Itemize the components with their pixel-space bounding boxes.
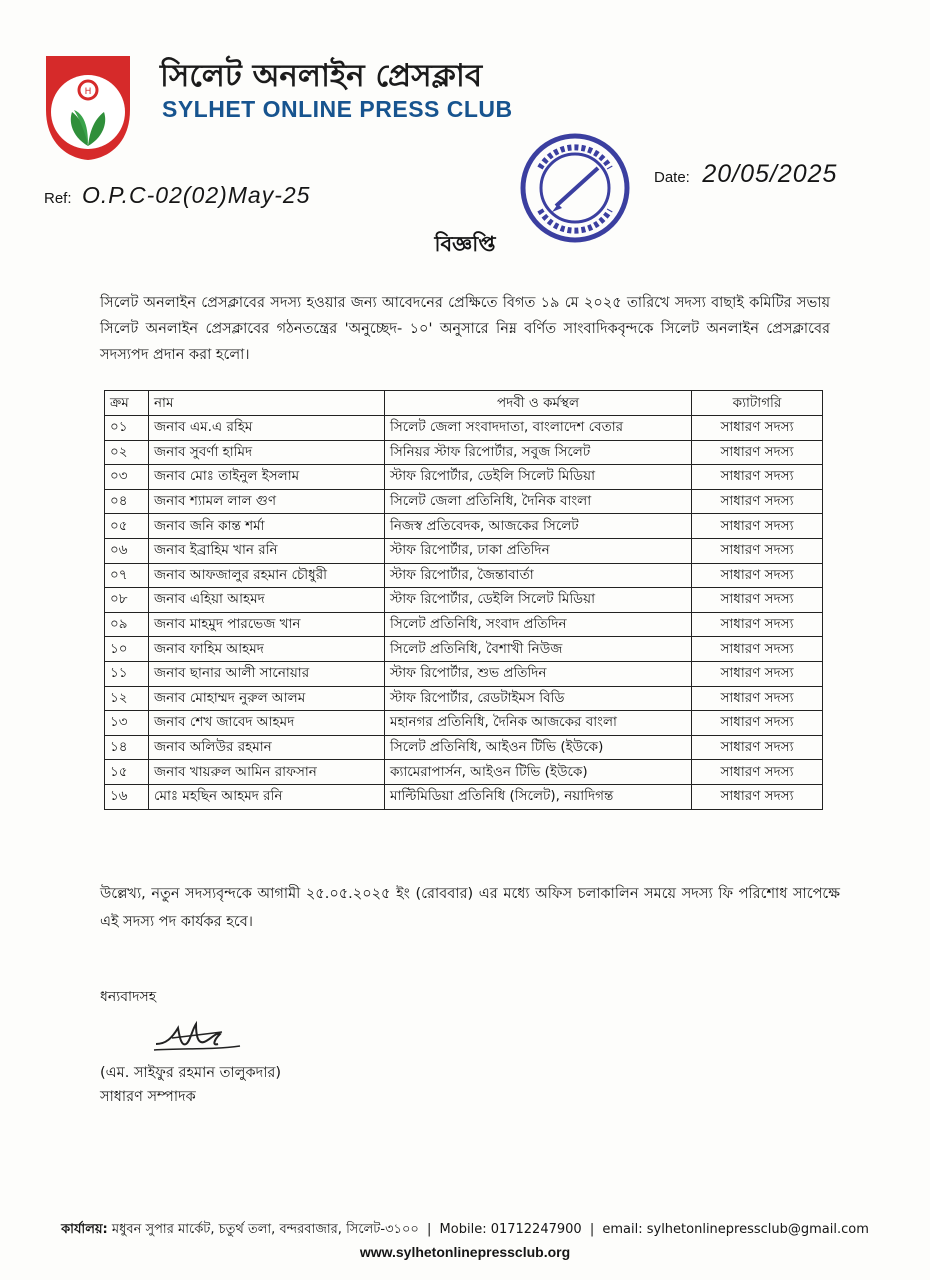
table-row (105, 538, 823, 563)
row-position: স্টাফ রিপোর্টার, ডেইলি সিলেট মিডিয়া (385, 588, 692, 613)
table-row (105, 735, 823, 760)
row-position: স্টাফ রিপোর্টার, জৈন্তাবার্তা (385, 563, 692, 588)
row-serial: ১৬ (105, 784, 149, 809)
row-category: সাধারণ সদস্য (692, 637, 823, 662)
closing-text: ধন্যবাদসহ (100, 989, 157, 1005)
header-category: ক্যাটাগরি (692, 391, 823, 416)
table-row (105, 784, 823, 809)
row-name: জনাব এম.এ রহিম (149, 416, 385, 441)
row-position: মহানগর প্রতিনিধি, দৈনিক আজকের বাংলা (385, 711, 692, 736)
table-row (105, 661, 823, 686)
header-serial: ক্রম (105, 391, 149, 416)
signer-role: সাধারণ সম্পাদক (100, 1089, 196, 1105)
row-name: জনাব ফাহিম আহমদ (149, 637, 385, 662)
note-paragraph: উল্লেখ্য, নতুন সদস্যবৃন্দকে আগামী ২৫.০৫.২০২৫ ইং (রোববার) এর মধ্যে অফিস চলাকালিন সময়ে সদস্য ফি পরিশোধ সাপেক্ষে এই সদস্য পদ কার্যকর হবে। (100, 886, 840, 930)
reference-line (44, 182, 310, 209)
header-position: পদবী ও কর্মস্থল (385, 391, 692, 416)
row-name: জনাব শ্যামল লাল গুণ (149, 489, 385, 514)
row-name: জনাব মোঃ তাইনুল ইসলাম (149, 465, 385, 490)
row-category: সাধারণ সদস্য (692, 514, 823, 539)
row-category: সাধারণ সদস্য (692, 735, 823, 760)
row-position: ক্যামেরাপার্সন, আইওন টিভি (ইউকে) (385, 760, 692, 785)
row-category: সাধারণ সদস্য (692, 760, 823, 785)
row-name: জনাব মাহমুদ পারভেজ খান (149, 612, 385, 637)
org-name-english: SYLHET ONLINE PRESS CLUB (162, 96, 513, 122)
table-row (105, 686, 823, 711)
row-name: জনাব ইব্রাহিম খান রনি (149, 538, 385, 563)
table-row (105, 465, 823, 490)
table-row (105, 440, 823, 465)
table-row (105, 612, 823, 637)
office-label: কার্যালয়: (61, 1222, 108, 1237)
notice-title: বিজ্ঞপ্তি (434, 232, 496, 256)
row-serial: ০৩ (105, 465, 149, 490)
row-serial: ১১ (105, 661, 149, 686)
row-name: জনাব সুবর্ণা হামিদ (149, 440, 385, 465)
row-position: স্টাফ রিপোর্টার, রেডটাইমস বিডি (385, 686, 692, 711)
row-name: জনাব জনি কান্ত শর্মা (149, 514, 385, 539)
row-serial: ১২ (105, 686, 149, 711)
table-row (105, 416, 823, 441)
table-row (105, 489, 823, 514)
row-name: মোঃ মহছিন আহমদ রনি (149, 784, 385, 809)
signature (152, 1014, 242, 1056)
row-category: সাধারণ সদস্য (692, 465, 823, 490)
row-name: জনাব এহিয়া আহমদ (149, 588, 385, 613)
mobile-number: Mobile: 01712247900 (439, 1222, 582, 1237)
date-label: Date: (654, 169, 690, 186)
reference-number: O.P.C-02(02)May-25 (81, 182, 311, 208)
row-category: সাধারণ সদস্য (692, 440, 823, 465)
date-value: 20/05/2025 (702, 160, 838, 188)
row-category: সাধারণ সদস্য (692, 661, 823, 686)
reference-label: Ref: (44, 190, 72, 207)
table-row (105, 563, 823, 588)
row-category: সাধারণ সদস্য (692, 784, 823, 809)
members-table (104, 390, 823, 810)
org-name-bangla: সিলেট অনলাইন প্রেসক্লাব (160, 58, 483, 94)
row-position: সিলেট জেলা প্রতিনিধি, দৈনিক বাংলা (385, 489, 692, 514)
row-position: সিলেট প্রতিনিধি, আইওন টিভি (ইউকে) (385, 735, 692, 760)
row-serial: ১৩ (105, 711, 149, 736)
row-serial: ০৭ (105, 563, 149, 588)
footer-contact-line: কার্যালয়: মধুবন সুপার মার্কেট, চতুর্থ তলা, বন্দরবাজার, সিলেট-৩১০০ | Mobile: 01712247900 | email: sylhetonlinepressclub@gmail.com (61, 1222, 869, 1237)
row-serial: ০৬ (105, 538, 149, 563)
row-category: সাধারণ সদস্য (692, 588, 823, 613)
table-header-row (105, 391, 823, 416)
row-serial: ০৯ (105, 612, 149, 637)
website-link[interactable]: www.sylhetonlinepressclub.org (359, 1244, 571, 1260)
table-row (105, 760, 823, 785)
date-line (654, 160, 837, 189)
row-category: সাধারণ সদস্য (692, 489, 823, 514)
row-position: সিলেট জেলা সংবাদদাতা, বাংলাদেশ বেতার (385, 416, 692, 441)
table-row (105, 514, 823, 539)
press-club-logo (44, 54, 132, 162)
row-category: সাধারণ সদস্য (692, 686, 823, 711)
row-category: সাধারণ সদস্য (692, 711, 823, 736)
row-position: মাল্টিমিডিয়া প্রতিনিধি (সিলেট), নয়াদিগন্ত (385, 784, 692, 809)
office-address: মধুবন সুপার মার্কেট, চতুর্থ তলা, বন্দরবাজার, সিলেট-৩১০০ (111, 1222, 419, 1237)
row-position: স্টাফ রিপোর্টার, ডেইলি সিলেট মিডিয়া (385, 465, 692, 490)
signer-name: (এম. সাইফুর রহমান তালুকদার) (100, 1065, 282, 1081)
row-position: নিজস্ব প্রতিবেদক, আজকের সিলেট (385, 514, 692, 539)
table-row (105, 588, 823, 613)
row-name: জনাব খায়রুল আমিন রাফসান (149, 760, 385, 785)
row-position: স্টাফ রিপোর্টার, ঢাকা প্রতিদিন (385, 538, 692, 563)
table-row (105, 711, 823, 736)
row-serial: ০৮ (105, 588, 149, 613)
row-position: সিলেট প্রতিনিধি, সংবাদ প্রতিদিন (385, 612, 692, 637)
row-serial: ০১ (105, 416, 149, 441)
row-name: জনাব শেখ জাবেদ আহমদ (149, 711, 385, 736)
table-row (105, 637, 823, 662)
row-serial: ০৪ (105, 489, 149, 514)
row-category: সাধারণ সদস্য (692, 563, 823, 588)
svg-text:H: H (84, 87, 92, 97)
row-category: সাধারণ সদস্য (692, 416, 823, 441)
intro-paragraph: সিলেট অনলাইন প্রেসক্লাবের সদস্য হওয়ার জন্য আবেদনের প্রেক্ষিতে বিগত ১৯ মে ২০২৫ তারিখে সদস্য বাছাই কমিটির সভায় সিলেট অনলাইন প্রেসক্লাবের গঠনতন্ত্রের 'অনুচ্ছেদ- ১০' অনুসারে নিম্ন বর্ণিত সাংবাদিকবৃন্দকে সিলেট অনলাইন প্রেসক্লাবের সদস্যপদ প্রদান করা হলো। (100, 295, 830, 363)
row-serial: ১০ (105, 637, 149, 662)
row-serial: ১৫ (105, 760, 149, 785)
row-serial: ০৫ (105, 514, 149, 539)
row-serial: ০২ (105, 440, 149, 465)
row-name: জনাব মোহাম্মদ নুরুল আলম (149, 686, 385, 711)
header-name: নাম (149, 391, 385, 416)
row-name: জনাব আফজালুর রহমান চৌধুরী (149, 563, 385, 588)
row-category: সাধারণ সদস্য (692, 538, 823, 563)
row-name: জনাব অলিউর রহমান (149, 735, 385, 760)
row-name: জনাব ছানার আলী সানোয়ার (149, 661, 385, 686)
row-category: সাধারণ সদস্য (692, 612, 823, 637)
email-address: email: sylhetonlinepressclub@gmail.com (602, 1222, 869, 1237)
row-position: সিনিয়র স্টাফ রিপোর্টার, সবুজ সিলেট (385, 440, 692, 465)
row-position: স্টাফ রিপোর্টার, শুভ প্রতিদিন (385, 661, 692, 686)
row-position: সিলেট প্রতিনিধি, বৈশাখী নিউজ (385, 637, 692, 662)
row-serial: ১৪ (105, 735, 149, 760)
